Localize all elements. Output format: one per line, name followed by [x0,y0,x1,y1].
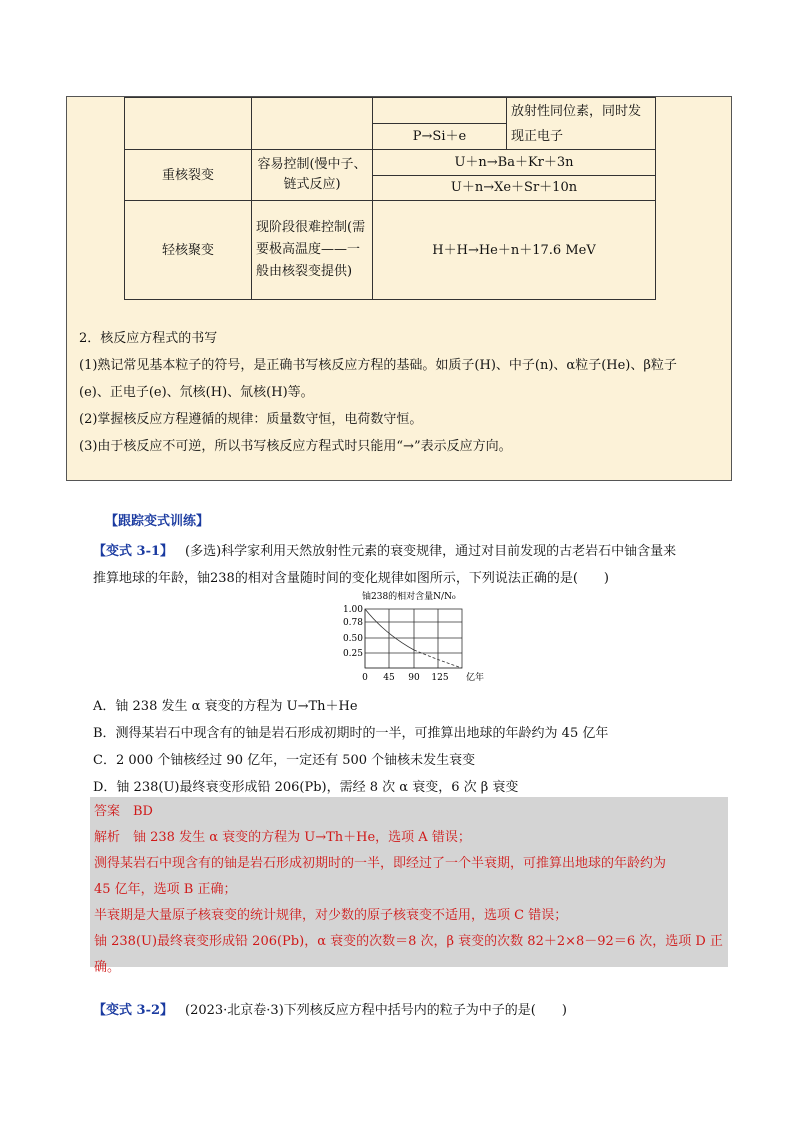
notes-paragraph: (e)、正电子(e)、氘核(H)、氚核(H)等。 [79,385,314,400]
y-tick-label: 0.50 [342,634,363,644]
y-tick-label: 1.00 [342,605,363,615]
answer-line: 确。 [94,960,121,975]
notes [79,325,729,460]
notes-paragraph: (1)熟记常见基本粒子的符号，是正确书写核反应方程的基础。如质子(H)、中子(n)、α粒子(He)、β粒子 [79,358,677,373]
x-tick-label: 90 [408,673,420,683]
fusion-control: 现阶段很难控制(需要极高温度——一般由核裂变提供) [252,201,373,300]
answer-line: 45 亿年，选项 B 正确； [94,882,237,897]
table-cell-text: 现正电子 [511,128,564,144]
decay-curve [365,609,414,650]
fission-name: 重核裂变 [125,150,252,201]
grid-frame [365,609,462,668]
decay-graph [330,588,500,688]
fusion-equation: H＋H→He＋n＋17.6 MeV [373,201,656,300]
question-3-1 [93,538,676,592]
question-tag: 【变式 3-1】 [93,544,174,559]
question-tag: 【变式 3-2】 [93,1003,174,1018]
table-cell-equation: P→Si＋e [373,124,507,150]
answer-line: 测得某岩石中现含有的铀是岩石形成初期时的一半，即经过了一个半衰期，可推算出地球的年龄约为 [94,856,667,871]
question-3-2 [93,997,567,1024]
answer-line: 答案 BD [94,804,153,819]
answer-line: 铀 238(U)最终衰变形成铅 206(Pb)，α 衰变的次数＝8 次，β 衰变的次数 82＋2×8－92＝6 次，选项 D 正 [94,934,723,949]
fission-equation-2: U＋n→Xe＋Sr＋10n [373,175,656,201]
table-cell-text: 放射性同位素，同时发 [511,103,642,119]
x-tick-label: 0 [362,673,368,683]
x-tick-label: 125 [431,673,449,683]
option-a: A．铀 238 发生 α 衰变的方程为 U→Th＋He [93,699,358,714]
answer-line: 半衰期是大量原子核衰变的统计规律，对少数的原子核衰变不适用，选项 C 错误； [94,908,568,923]
knowledge-box [66,96,732,481]
question-text: (2023·北京卷·3)下列核反应方程中括号内的粒子为中子的是( ) [185,1003,567,1018]
question-text: 推算地球的年龄，铀238的相对含量随时间的变化规律如图所示，下列说法正确的是( ) [93,571,609,586]
nuclear-reaction-table [124,97,656,300]
fission-equation-1: U＋n→Ba＋Kr＋3n [373,150,656,176]
notes-paragraph: (3)由于核反应不可逆，所以书写核反应方程式时只能用“→”表示反应方向。 [79,439,512,454]
y-tick-label: 0.25 [342,649,363,659]
x-unit-label: 亿年 [465,673,485,683]
fission-control: 容易控制(慢中子、链式反应) [252,150,373,201]
graph-title: 铀238的相对含量N/N₀ [362,592,456,602]
notes-heading: 2．核反应方程式的书写 [79,331,218,346]
fusion-name: 轻核聚变 [125,201,252,300]
y-tick-label: 0.78 [342,618,363,628]
option-b: B．测得某岩石中现含有的铀是岩石形成初期时的一半，可推算出地球的年龄约为 45 亿年 [93,726,609,741]
question-text: (多选)科学家利用天然放射性元素的衰变规律，通过对目前发现的古老岩石中铀含量来 [185,544,677,559]
answer-line: 解析 铀 238 发生 α 衰变的方程为 U→Th＋He，选项 A 错误； [94,830,471,845]
section-title: 【跟踪变式训练】 [105,514,210,529]
notes-paragraph: (2)掌握核反应方程遵循的规律：质量数守恒，电荷数守恒。 [79,412,423,427]
answer-box [90,797,728,975]
x-tick-label: 45 [383,673,395,683]
option-c: C．2 000 个铀核经过 90 亿年，一定还有 500 个铀核未发生衰变 [93,753,476,768]
option-d: D．铀 238(U)最终衰变形成铅 206(Pb)，需经 8 次 α 衰变，6 次 β 衰变 [93,780,519,795]
